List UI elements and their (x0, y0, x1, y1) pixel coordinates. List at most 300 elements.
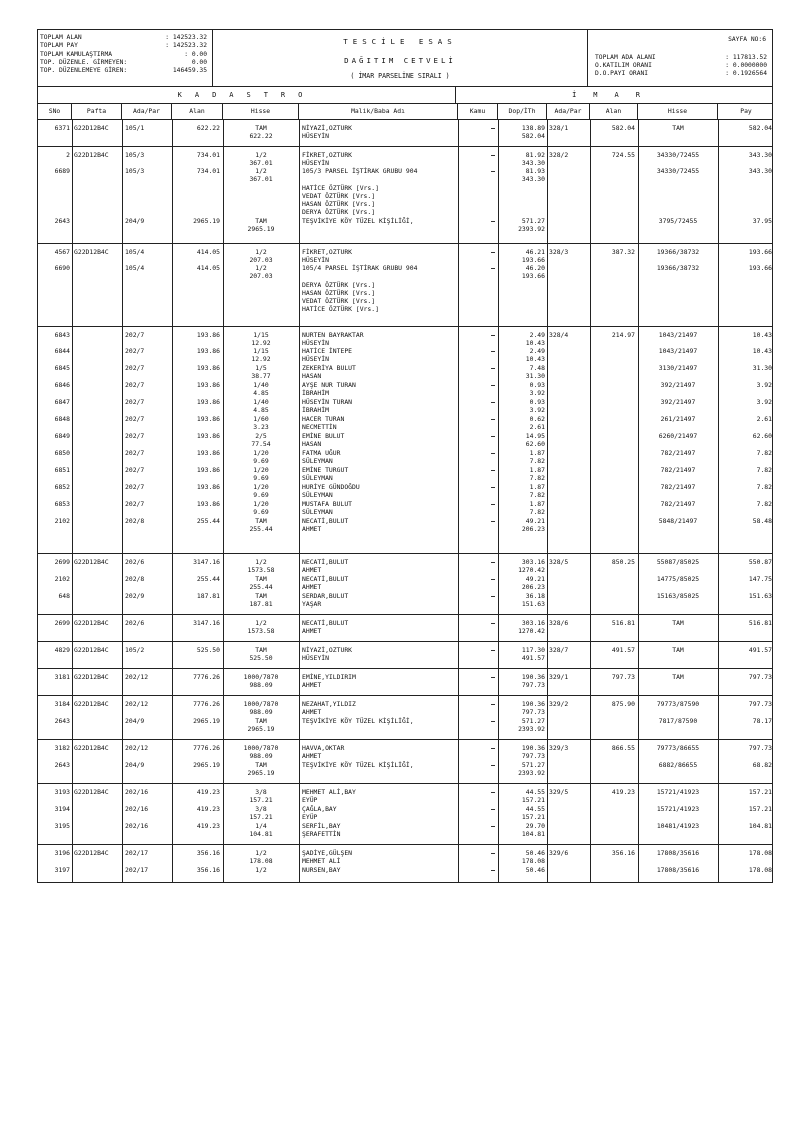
cell-ada: 202/7 (125, 347, 145, 355)
cell-hisse: TAM (255, 217, 267, 225)
cell-malik: VEDAT ÖZTÜRK [Vrs.] (302, 192, 376, 200)
cell-pafta: G22D12B4C (74, 744, 109, 752)
cell-iada: 328/3 (549, 248, 569, 256)
cell-ihisse: 392/21497 (660, 398, 696, 406)
cell-sno: 6846 (54, 381, 70, 389)
cell-malik: NECATİ,BULUT (302, 517, 349, 525)
cell-hisse: TAM (255, 124, 267, 132)
cell-malik: SÜLEYMAN (302, 508, 333, 516)
cell-sno: 2102 (54, 575, 70, 583)
cell-malik: TEŞVİKİYE KÖY TÜZEL KİŞİLİĞİ, (302, 717, 414, 725)
cell-sno: 3197 (54, 866, 70, 874)
cell-sno: 3193 (54, 788, 70, 796)
cell-pafta: G22D12B4C (74, 673, 109, 681)
cell-ihisse: 6882/86655 (658, 761, 698, 769)
cell-dop: 3.92 (529, 406, 545, 414)
cell-ialan: 866.55 (611, 744, 635, 752)
cell-pay: 10.43 (752, 347, 772, 355)
kamu-dash (491, 721, 495, 722)
cell-pay: 10.43 (752, 331, 772, 339)
cell-ada: 202/8 (125, 517, 145, 525)
cell-dop: 193.66 (521, 272, 545, 280)
cell-hisse: 178.08 (249, 857, 273, 865)
cell-sno: 3184 (54, 700, 70, 708)
cell-dop: 797.73 (521, 708, 545, 716)
cell-iada: 328/4 (549, 331, 569, 339)
cell-malik: NECATİ,BULUT (302, 575, 349, 583)
cell-malik: SÜLEYMAN (302, 457, 333, 465)
cell-malik: HASAN (302, 372, 322, 380)
col-hisse: Hisse (223, 104, 299, 119)
cell-hisse: 4.85 (253, 389, 269, 397)
cell-hisse: 157.21 (249, 796, 273, 804)
cell-malik: FİKRET,OZTURK (302, 248, 353, 256)
cell-pay: 7.82 (756, 449, 772, 457)
cell-dop: 7.82 (529, 457, 545, 465)
column-divider (299, 740, 300, 783)
column-divider (122, 554, 123, 614)
cell-malik: EMİNE TURGUT (302, 466, 349, 474)
cell-dop: 0.62 (529, 415, 545, 423)
col-pafta: Pafta (72, 104, 122, 119)
cell-dop: 206.23 (521, 525, 545, 533)
document-title: TESCİLE ESAS (343, 37, 457, 46)
cell-hisse: TAM (255, 517, 267, 525)
cell-malik: HÜSEYİN (302, 339, 329, 347)
cell-dop: 49.21 (525, 575, 545, 583)
cell-malik: HATİCE İNTEPE (302, 347, 353, 355)
cell-ihisse: 7817/87590 (658, 717, 698, 725)
cell-dop: 343.30 (521, 175, 545, 183)
cell-hisse: 1/4 (255, 822, 267, 830)
cell-alan: 193.86 (196, 381, 220, 389)
cell-dop: 157.21 (521, 796, 545, 804)
cell-sno: 3194 (54, 805, 70, 813)
cell-malik: YAŞAR (302, 600, 322, 608)
kamu-dash (491, 870, 495, 871)
cell-dop: 50.46 (525, 849, 545, 857)
cell-malik: NİYAZİ,OZTURK (302, 124, 353, 132)
cell-alan: 193.86 (196, 347, 220, 355)
cell-alan: 734.01 (196, 167, 220, 175)
cell-ada: 202/12 (125, 700, 149, 708)
column-divider (458, 244, 459, 326)
cell-alan: 734.01 (196, 151, 220, 159)
kamu-dash (491, 748, 495, 749)
col-imar-ada: Ada/Par (547, 104, 590, 119)
col-kamu: Kamu (458, 104, 498, 119)
parcel-group (37, 642, 773, 669)
parcel-group (37, 784, 773, 845)
total-value: : 0.00 (184, 50, 207, 58)
cell-ihisse: TAM (672, 673, 684, 681)
cell-ialan: 724.55 (611, 151, 635, 159)
kamu-dash (491, 252, 495, 253)
cell-pay: 62.60 (752, 432, 772, 440)
cell-ialan: 850.25 (611, 558, 635, 566)
cell-hisse: 1573.58 (247, 566, 275, 574)
cell-alan: 193.86 (196, 415, 220, 423)
cell-pay: 193.66 (748, 248, 772, 256)
column-divider (458, 327, 459, 553)
cell-dop: 206.23 (521, 583, 545, 591)
summary-label: D.O.PAYI ORANI (595, 70, 649, 77)
cell-malik: AHMET (302, 752, 322, 760)
cell-alan: 7776.26 (193, 673, 220, 681)
column-divider (547, 147, 548, 243)
cell-ada: 202/12 (125, 744, 149, 752)
cell-malik: AHMET (302, 583, 322, 591)
cell-dop: 178.08 (521, 857, 545, 865)
column-divider (72, 669, 73, 695)
cell-alan: 356.16 (196, 849, 220, 857)
cell-pay: 157.21 (748, 788, 772, 796)
page-number: SAYFA NO:6 (728, 36, 766, 43)
cell-ada: 204/9 (125, 761, 145, 769)
column-divider (547, 784, 548, 844)
cell-ada: 202/17 (125, 866, 149, 874)
cell-malik: NEZAHAT,YILDIZ (302, 700, 356, 708)
cell-dop: 1270.42 (518, 627, 545, 635)
kamu-dash (491, 221, 495, 222)
cell-dop: 582.04 (521, 132, 545, 140)
kamu-dash (491, 562, 495, 563)
cell-alan: 193.86 (196, 331, 220, 339)
totals-box (38, 30, 213, 86)
column-divider (458, 120, 459, 146)
cell-pafta: G22D12B4C (74, 151, 109, 159)
cell-ihisse: 19366/38732 (656, 264, 700, 272)
parcel-group (37, 244, 773, 327)
cell-ada: 202/17 (125, 849, 149, 857)
column-divider (72, 147, 73, 243)
cell-dop: 7.82 (529, 474, 545, 482)
cell-sno: 3195 (54, 822, 70, 830)
cell-ada: 105/3 (125, 151, 145, 159)
cell-dop: 0.93 (529, 398, 545, 406)
cell-malik: HAVVA,OKTAR (302, 744, 345, 752)
kamu-dash (491, 677, 495, 678)
column-divider (547, 327, 548, 553)
cell-alan: 414.05 (196, 264, 220, 272)
cell-ihisse: 15721/41923 (656, 788, 700, 796)
cell-ada: 202/7 (125, 398, 145, 406)
cell-dop: 7.48 (529, 364, 545, 372)
cell-sno: 6848 (54, 415, 70, 423)
cell-malik: DERYA ÖZTÜRK [Vrs.] (302, 281, 376, 289)
cell-sno: 4567 (54, 248, 70, 256)
cell-ada: 105/2 (125, 646, 145, 654)
column-divider (547, 615, 548, 641)
kamu-dash (491, 853, 495, 854)
kamu-dash (491, 128, 495, 129)
cell-malik: MUSTAFA BULUT (302, 500, 353, 508)
cell-malik: HÜSEYİN (302, 654, 329, 662)
cell-hisse: 3/8 (255, 805, 267, 813)
cell-iada: 328/1 (549, 124, 569, 132)
cell-ada: 202/7 (125, 364, 145, 372)
cell-ada: 202/16 (125, 805, 149, 813)
cell-malik: SÜLEYMAN (302, 474, 333, 482)
col-ada-par: Ada/Par (122, 104, 172, 119)
cell-alan: 187.81 (196, 592, 220, 600)
cell-hisse: 1/2 (255, 866, 267, 874)
cell-hisse: 255.44 (249, 583, 273, 591)
cell-dop: 31.30 (525, 372, 545, 380)
kamu-dash (491, 470, 495, 471)
kamu-dash (491, 419, 495, 420)
cell-hisse: 9.69 (253, 457, 269, 465)
cell-hisse: 1/15 (253, 331, 269, 339)
cell-ada: 105/4 (125, 248, 145, 256)
cell-hisse: 157.21 (249, 813, 273, 821)
column-divider (458, 147, 459, 243)
cell-malik: NECATİ,BULUT (302, 558, 349, 566)
cell-alan: 3147.16 (193, 558, 220, 566)
column-divider (72, 696, 73, 739)
cell-dop: 46.21 (525, 248, 545, 256)
cell-malik: EYÜP (302, 813, 318, 821)
cell-dop: 2393.92 (518, 225, 545, 233)
cell-malik: HASAN ÖZTÜRK [Vrs.] (302, 200, 376, 208)
cell-hisse: 1/20 (253, 466, 269, 474)
cell-malik: EYÜP (302, 796, 318, 804)
cell-dop: 190.36 (521, 700, 545, 708)
cell-ialan: 582.04 (611, 124, 635, 132)
cell-ada: 202/8 (125, 575, 145, 583)
cell-hisse: 9.69 (253, 474, 269, 482)
cell-malik: NURSEN,BAY (302, 866, 341, 874)
column-divider (458, 740, 459, 783)
cell-dop: 797.73 (521, 752, 545, 760)
cell-malik: ŞERAFETTİN (302, 830, 341, 838)
total-row (40, 42, 212, 50)
cell-pay: 151.63 (748, 592, 772, 600)
cell-dop: 2.49 (529, 347, 545, 355)
cell-ada: 105/1 (125, 124, 145, 132)
cell-hisse: 2965.19 (247, 769, 275, 777)
cell-ada: 105/4 (125, 264, 145, 272)
column-divider (718, 147, 719, 243)
cell-dop: 49.21 (525, 517, 545, 525)
cell-pay: 147.75 (748, 575, 772, 583)
cell-alan: 414.05 (196, 248, 220, 256)
cell-pafta: G22D12B4C (74, 248, 109, 256)
cell-dop: 29.70 (525, 822, 545, 830)
cell-hisse: 4.85 (253, 406, 269, 414)
cell-alan: 193.86 (196, 483, 220, 491)
cell-hisse: 255.44 (249, 525, 273, 533)
kamu-dash (491, 436, 495, 437)
cell-ada: 202/7 (125, 432, 145, 440)
column-headers (37, 104, 773, 120)
cell-alan: 193.86 (196, 364, 220, 372)
kamu-dash (491, 402, 495, 403)
cell-ihisse: 3795/72455 (658, 217, 698, 225)
cell-hisse: 988.09 (249, 708, 273, 716)
cell-hisse: 1000/7870 (243, 673, 279, 681)
cell-hisse: 207.03 (249, 272, 273, 280)
cell-ialan: 214.97 (611, 331, 635, 339)
kamu-dash (491, 650, 495, 651)
column-divider (122, 696, 123, 739)
cell-sno: 6845 (54, 364, 70, 372)
cell-dop: 1.87 (529, 449, 545, 457)
cell-sno: 2699 (54, 619, 70, 627)
cell-hisse: 1573.58 (247, 627, 275, 635)
cell-iada: 328/7 (549, 646, 569, 654)
imar-heading: İMAR (572, 91, 657, 99)
cell-ialan: 387.32 (611, 248, 635, 256)
cell-hisse: 622.22 (249, 132, 273, 140)
cell-hisse: 367.01 (249, 175, 273, 183)
table-body (37, 120, 773, 883)
cell-sno: 6844 (54, 347, 70, 355)
kamu-dash (491, 826, 495, 827)
column-divider (122, 845, 123, 882)
cell-dop: 2.49 (529, 331, 545, 339)
cell-sno: 2699 (54, 558, 70, 566)
cell-pay: 343.30 (748, 151, 772, 159)
cell-hisse: 1/40 (253, 398, 269, 406)
kamu-dash (491, 155, 495, 156)
cell-ihisse: 1043/21497 (658, 347, 698, 355)
cell-dop: 62.60 (525, 440, 545, 448)
cell-dop: 0.93 (529, 381, 545, 389)
col-dop: Dop/İTh (498, 104, 547, 119)
cell-pafta: G22D12B4C (74, 558, 109, 566)
column-divider (172, 147, 173, 243)
cell-pafta: G22D12B4C (74, 646, 109, 654)
col-malik: Malik/Baba Adı (299, 104, 458, 119)
cell-sno: 3196 (54, 849, 70, 857)
cell-dop: 2.61 (529, 423, 545, 431)
cell-ihisse: 782/21497 (660, 483, 696, 491)
cell-sno: 2102 (54, 517, 70, 525)
cell-sno: 6843 (54, 331, 70, 339)
cell-ada: 202/16 (125, 822, 149, 830)
cell-malik: EMİNE,YILDIRIM (302, 673, 356, 681)
cell-ada: 202/7 (125, 331, 145, 339)
summary-label: O.KATILIM ORANI (595, 62, 652, 69)
column-divider (638, 147, 639, 243)
cell-dop: 571.27 (521, 717, 545, 725)
cell-sno: 6853 (54, 500, 70, 508)
column-divider (299, 696, 300, 739)
cell-hisse: 104.81 (249, 830, 273, 838)
cell-ihisse: 79773/87590 (656, 700, 700, 708)
cell-dop: 343.30 (521, 159, 545, 167)
cell-pay: 7.82 (756, 500, 772, 508)
cell-malik: AHMET (302, 681, 322, 689)
distribution-table-page (37, 29, 773, 883)
cell-sno: 6690 (54, 264, 70, 272)
cell-hisse: 9.69 (253, 491, 269, 499)
total-label: TOPLAM PAY (40, 42, 78, 50)
cell-dop: 46.20 (525, 264, 545, 272)
cell-pay: 550.87 (748, 558, 772, 566)
cell-malik: FİKRET,OZTURK (302, 151, 353, 159)
cell-pay: 797.73 (748, 673, 772, 681)
summary-box (587, 30, 774, 86)
cell-ialan: 491.57 (611, 646, 635, 654)
parcel-group (37, 740, 773, 784)
cell-sno: 648 (58, 592, 70, 600)
column-divider (122, 740, 123, 783)
cell-hisse: 525.50 (249, 654, 273, 662)
cell-malik: HURİYE GÜNDOĞDU (302, 483, 360, 491)
cell-ada: 204/9 (125, 217, 145, 225)
kamu-dash (491, 809, 495, 810)
cell-malik: ŞADİYE,GÜLŞEN (302, 849, 353, 857)
cell-ada: 202/7 (125, 415, 145, 423)
cell-dop: 138.89 (521, 124, 545, 132)
total-value: 146459.35 (172, 67, 207, 75)
cell-malik: VEDAT ÖZTÜRK [Vrs.] (302, 297, 376, 305)
cell-hisse: TAM (255, 761, 267, 769)
column-divider (122, 244, 123, 326)
cell-dop: 117.30 (521, 646, 545, 654)
cell-malik: NECATİ,BULUT (302, 619, 349, 627)
cell-malik: 105/3 PARSEL İŞTİRAK GRUBU 904 (302, 167, 418, 175)
cell-iada: 329/3 (549, 744, 569, 752)
cell-sno: 6851 (54, 466, 70, 474)
cell-ihisse: 6260/21497 (658, 432, 698, 440)
cell-malik: HÜSEYİN (302, 159, 329, 167)
column-divider (547, 120, 548, 146)
summary-value: : 0.1926564 (725, 70, 767, 77)
cell-malik: NECMETTİN (302, 423, 337, 431)
kamu-dash (491, 268, 495, 269)
column-divider (547, 845, 548, 882)
cell-iada: 328/2 (549, 151, 569, 159)
column-divider (72, 244, 73, 326)
cell-dop: 104.81 (521, 830, 545, 838)
cell-ihisse: 19366/38732 (656, 248, 700, 256)
cell-dop: 303.16 (521, 619, 545, 627)
column-divider (72, 845, 73, 882)
cell-alan: 419.23 (196, 822, 220, 830)
cell-hisse: 1/2 (255, 264, 267, 272)
section-band (37, 87, 773, 104)
cell-ada: 202/7 (125, 381, 145, 389)
cell-ada: 204/9 (125, 717, 145, 725)
total-label: TOP. DÜZENLEMEYE GİREN: (40, 67, 128, 75)
cell-sno: 2 (66, 151, 70, 159)
cell-dop: 81.92 (525, 151, 545, 159)
cell-ada: 202/16 (125, 788, 149, 796)
cell-hisse: 1/15 (253, 347, 269, 355)
kamu-dash (491, 171, 495, 172)
cell-ihisse: 1043/21497 (658, 331, 698, 339)
cell-dop: 151.63 (521, 600, 545, 608)
cell-ihisse: 34330/72455 (656, 167, 700, 175)
kamu-dash (491, 704, 495, 705)
cell-dop: 190.36 (521, 673, 545, 681)
cell-pay: 7.82 (756, 483, 772, 491)
kamu-dash (491, 335, 495, 336)
column-divider (299, 147, 300, 243)
total-row (40, 59, 212, 67)
cell-iada: 328/5 (549, 558, 569, 566)
cell-alan: 419.23 (196, 788, 220, 796)
cell-hisse: TAM (255, 646, 267, 654)
cell-dop: 7.82 (529, 491, 545, 499)
column-divider (547, 244, 548, 326)
summary-value: : 117813.52 (725, 54, 767, 61)
column-divider (458, 784, 459, 844)
cell-ada: 202/7 (125, 466, 145, 474)
